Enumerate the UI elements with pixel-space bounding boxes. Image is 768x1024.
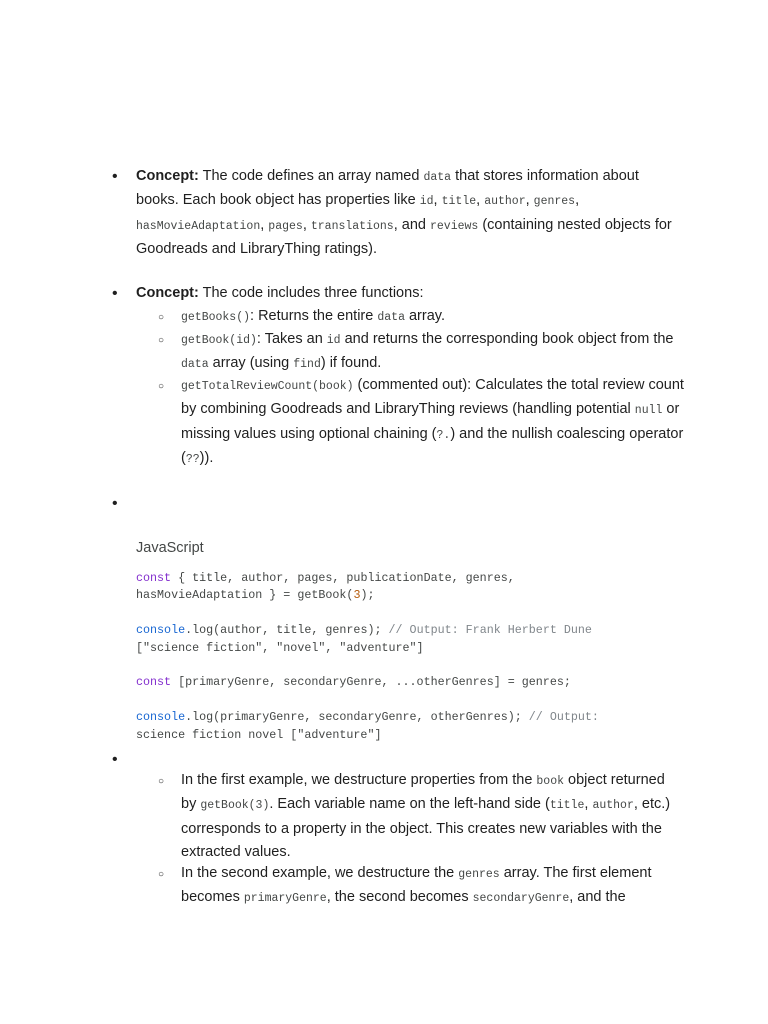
inline-code: hasMovieAdaptation <box>136 219 261 233</box>
inline-code: author <box>484 195 526 209</box>
text: , the second becomes <box>326 889 473 906</box>
code-keyword: const <box>136 571 172 585</box>
inline-code: title <box>549 799 585 813</box>
text: ) if found. <box>320 355 382 372</box>
text: , <box>260 216 269 233</box>
text: array (using <box>208 355 294 372</box>
inline-code: pages <box>268 219 303 233</box>
code-text: ["science fiction", "novel", "adventure"] <box>136 640 424 655</box>
inline-code: reviews <box>429 219 479 233</box>
code-comment: // Output: Frank Herbert Dune <box>388 623 592 638</box>
code-text: science fiction novel ["adventure"] <box>136 727 382 742</box>
text: array. <box>404 308 445 324</box>
getbooks-sub-item <box>181 305 684 329</box>
inline-code: translations <box>310 219 394 233</box>
code-number: 3 <box>353 588 361 603</box>
concept-label: Concept: <box>136 168 199 184</box>
text: In the first example, we destructure properties from the <box>181 772 537 788</box>
inline-code: getBooks() <box>181 311 251 324</box>
text: , and the <box>569 889 626 906</box>
array-destructuring-sub-item <box>181 862 684 911</box>
text: , <box>525 192 534 209</box>
text: : Returns the entire <box>250 308 378 324</box>
gettotalreviewcount-sub-item <box>181 374 684 471</box>
inline-code: genres <box>458 868 500 881</box>
text: )). <box>199 449 214 466</box>
code-example-bullet <box>136 494 684 514</box>
text: , and <box>393 216 430 233</box>
concept-functions-bullet <box>136 282 684 305</box>
inline-code: secondaryGenre <box>472 892 570 906</box>
code-text: ); <box>360 588 375 603</box>
inline-code: find <box>293 358 321 372</box>
text: or missing values using optional chaining ( <box>181 401 680 442</box>
explanation-bullet <box>136 750 684 770</box>
code-block[interactable] <box>136 570 696 744</box>
text: The code defines an array named <box>198 168 424 184</box>
text: object returned by <box>181 772 665 813</box>
text: , <box>584 796 593 813</box>
inline-code: title <box>441 195 477 209</box>
code-object: console <box>136 623 186 638</box>
text: : Takes an <box>256 331 327 347</box>
inline-code: data <box>181 358 209 372</box>
text: array. The first element becomes <box>181 865 652 906</box>
code-language-label: JavaScript <box>136 540 204 556</box>
inline-code: id <box>326 334 341 347</box>
inline-code: book <box>536 775 565 788</box>
inline-code: getBook(id) <box>181 334 257 347</box>
code-text: [primaryGenre, secondaryGenre, ...otherGenres] = genres; <box>171 675 571 690</box>
concept-data-array-bullet <box>136 165 684 261</box>
text: The code includes three functions: <box>198 285 424 301</box>
code-text: hasMovieAdaptation } = getBook( <box>136 588 354 603</box>
object-destructuring-sub-item <box>181 769 684 864</box>
inline-code: author <box>592 799 634 813</box>
text: , <box>433 192 442 209</box>
text: , <box>476 192 485 209</box>
text: (commented out): Calculates the total review count by combining Goodreads and LibraryThing reviews (handling potential <box>181 377 684 418</box>
code-keyword: const <box>136 675 172 690</box>
inline-code: getTotalReviewCount(book) <box>181 380 354 393</box>
inline-code: primaryGenre <box>243 892 327 906</box>
code-object: console <box>136 710 186 725</box>
inline-code: getBook(3) <box>200 799 270 813</box>
inline-code: genres <box>533 195 576 209</box>
inline-code: null <box>634 404 663 418</box>
text: ) and the nullish coalescing operator ( <box>181 425 684 466</box>
text: In the second example, we destructure the <box>181 865 459 881</box>
code-text: .log(author, title, genres); <box>185 623 389 638</box>
inline-code: data <box>423 171 452 184</box>
text: and returns the corresponding book object from the <box>340 331 674 347</box>
inline-code: ?. <box>436 428 451 442</box>
inline-code: data <box>377 311 405 324</box>
inline-code: ?? <box>185 452 200 466</box>
text: , <box>575 192 580 209</box>
text: that stores information about books. Each book object has properties like <box>136 168 639 209</box>
concept-label: Concept: <box>136 285 199 301</box>
getbook-sub-item <box>181 328 684 377</box>
text: , etc.) corresponds to a property in the object. This creates new variables with the extracted values. <box>181 796 671 860</box>
text: (containing nested objects for Goodreads and LibraryThing ratings). <box>136 216 672 257</box>
code-comment: // Output: <box>528 710 599 725</box>
text: . Each variable name on the left-hand side ( <box>269 796 550 813</box>
code-text: { title, author, pages, publicationDate, genres, <box>171 571 515 585</box>
code-text: .log(primaryGenre, secondaryGenre, otherGenres); <box>185 710 529 725</box>
inline-code: id <box>419 195 434 209</box>
text: , <box>302 216 311 233</box>
